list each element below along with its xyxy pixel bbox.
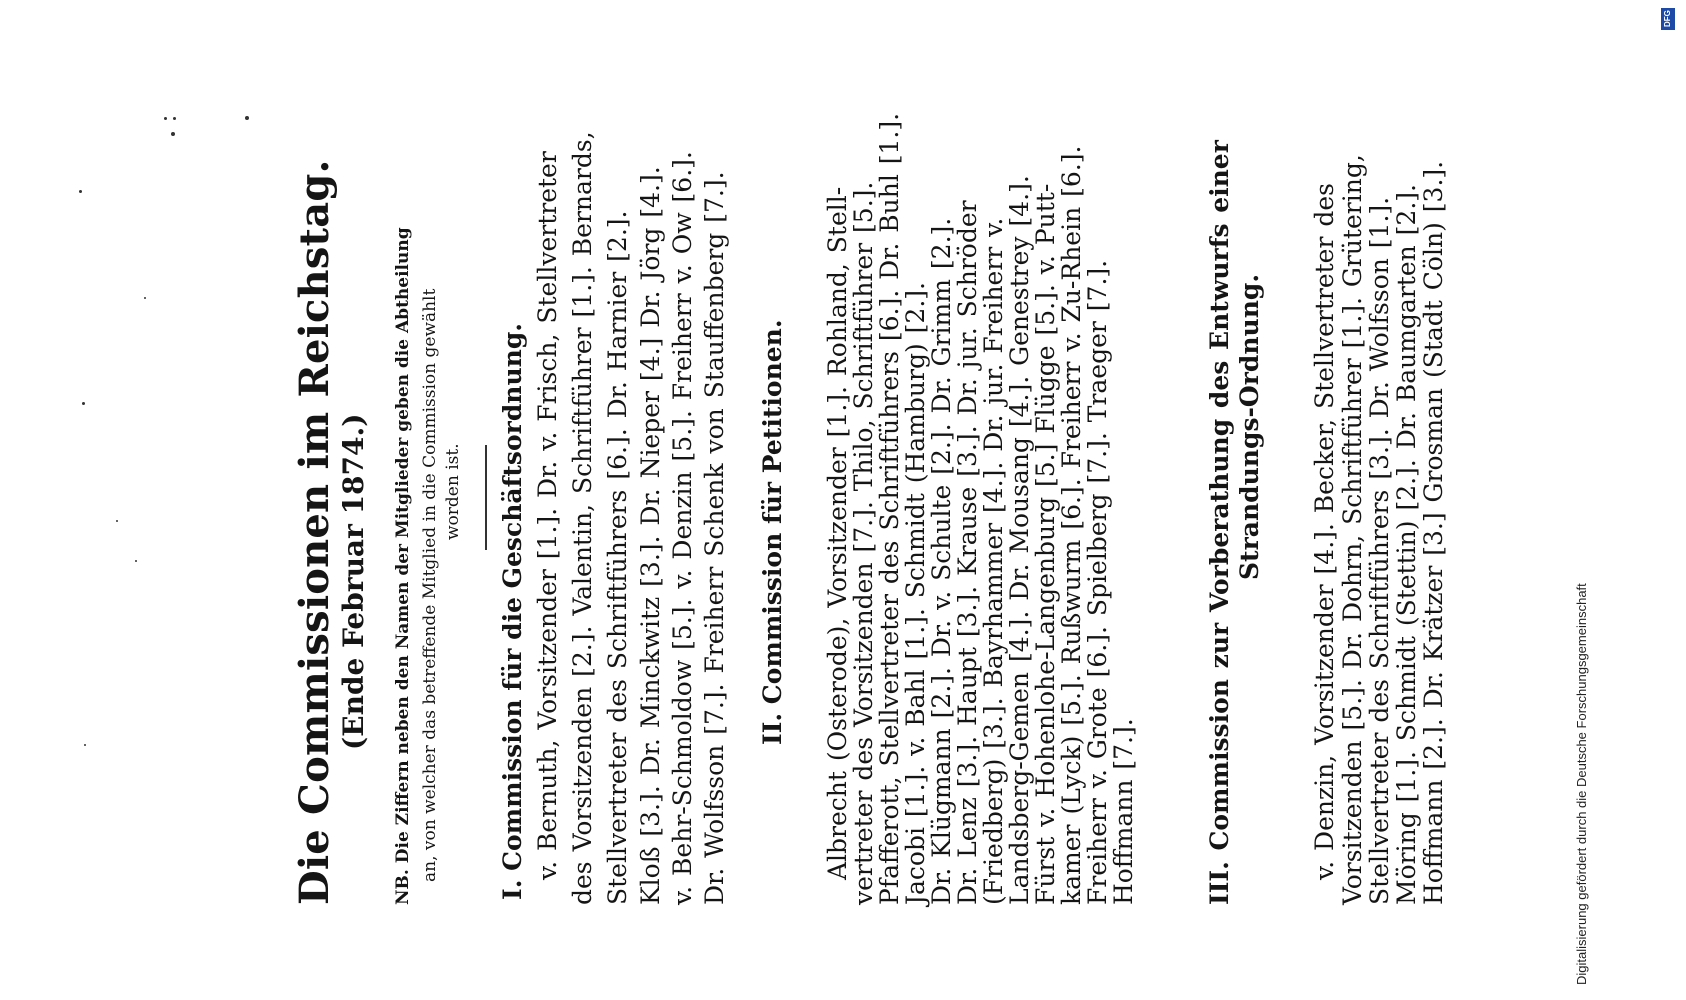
section-line: Hoffmann [2.]. Dr. Krätzer [3.] Grosman (Stadt Cöln) [3.].	[1419, 160, 1448, 905]
section-line: Jacobi [1.]. v. Bahl [1.]. Schmidt (Hamburg) [2.].	[901, 282, 930, 905]
section-line: vertreter des Vorsitzenden [7.]. Thilo, Schriftführer [5.].	[849, 181, 878, 905]
scan-speck	[164, 117, 167, 120]
scan-speck	[144, 297, 146, 299]
note-line: NB. Die Ziffern neben den Namen der Mitglieder geben die Abtheilung	[393, 227, 413, 905]
scan-speck	[79, 190, 82, 193]
section-line: Dr. Wolfsson [7.]. Freiherr Schenk von Stauffenberg [7.].	[700, 171, 729, 905]
section-line: Stellvertreter des Schriftführers [3.]. Dr. Wolfsson [1.].	[1365, 196, 1394, 905]
scan-speck	[116, 520, 118, 522]
section-heading: I. Commission für die Geschäftsordnung.	[498, 322, 527, 900]
section-line: Landsberg-Gemen [4.]. Dr. Mousang [4.]. Genestrey [4.].	[1005, 175, 1034, 905]
section-line: v. Denzin, Vorsitzender [4.]. Becker, Stellvertreter des	[1310, 183, 1339, 880]
section-line: Fürst v. Hohenlohe-Langenburg [5.] Flügge [5.]. v. Putt-	[1031, 183, 1060, 905]
document-date: (Ende Februar 1874.)	[337, 413, 370, 750]
section-line: Möring [1.]. Schmidt (Stettin) [2.]. Dr. Baumgarten [2.].	[1392, 184, 1421, 905]
section-line: Dr. Lenz [3.]. Haupt [3.]. Krause [3.]. Dr. jur. Schröder	[953, 200, 982, 905]
section-line: des Vorsitzenden [2.]. Valentin, Schriftführer [1.]. Bernards,	[568, 131, 597, 905]
rotated-document	[291, 75, 1590, 905]
section-divider	[485, 445, 487, 550]
section-heading: II. Commission für Petitionen.	[758, 319, 787, 745]
section-line: Kloß [3.]. Dr. Minckwitz [3.]. Dr. Nieper [4.] Dr. Jörg [4.].	[636, 166, 665, 905]
section-line: Albrecht (Osterode), Vorsitzender [1.]. Rohland, Stell-	[823, 186, 852, 880]
section-line: Vorsitzenden [5.]. Dr. Dohrn, Schriftführer [1.]. Grütering,	[1338, 154, 1367, 905]
section-line: kamer (Lyck) [5.]. Rußwurm [6.]. Freiherr v. Zu-Rhein [6.].	[1057, 145, 1086, 905]
scan-speck	[171, 132, 175, 136]
scan-speck	[245, 116, 249, 120]
scan-speck	[135, 560, 137, 562]
section-line: Dr. Klügmann [2.]. Dr. v. Schulte [2.]. Dr. Grimm [2.].	[927, 217, 956, 905]
section-line: v. Behr-Schmoldow [5.]. v. Denzin [5.]. Freiherr v. Ow [6.].	[668, 151, 697, 905]
scan-speck	[84, 744, 86, 746]
scan-speck	[82, 402, 85, 405]
section-heading: III. Commission zur Vorberathung des Entwurfs einer	[1205, 140, 1234, 905]
digitization-credit: Digitalisierung gefördert durch die Deutsche Forschungsgemeinschaft	[1574, 583, 1589, 985]
section-line: Freiherr v. Grote [6.]. Spielberg [7.]. Traeger [7.].	[1083, 259, 1112, 905]
document-title: Die Commissionen im Reichstag.	[291, 159, 338, 905]
section-line: Hoffmann [7.].	[1109, 718, 1138, 905]
section-line: Pfafferott, Stellvertreter des Schriftführers [6.]. Dr. Buhl [1.].	[875, 112, 904, 905]
section-heading: Strandungs-Ordnung.	[1235, 273, 1264, 580]
note-line: worden ist.	[443, 443, 463, 540]
dfg-logo: DFG	[1661, 8, 1675, 30]
section-line: Stellvertreter des Schriftführers [6.]. Dr. Harnier [2.].	[603, 210, 632, 905]
scan-speck	[173, 117, 176, 120]
section-line: (Friedberg) [3.]. Bayrhammer [4.]. Dr. jur. Freiherr v.	[979, 217, 1008, 905]
note-line: an, von welcher das betreffende Mitglied in die Commission gewählt	[420, 288, 440, 882]
section-line: v. Bernuth, Vorsitzender [1.]. Dr. v. Frisch, Stellvertreter	[533, 151, 562, 880]
